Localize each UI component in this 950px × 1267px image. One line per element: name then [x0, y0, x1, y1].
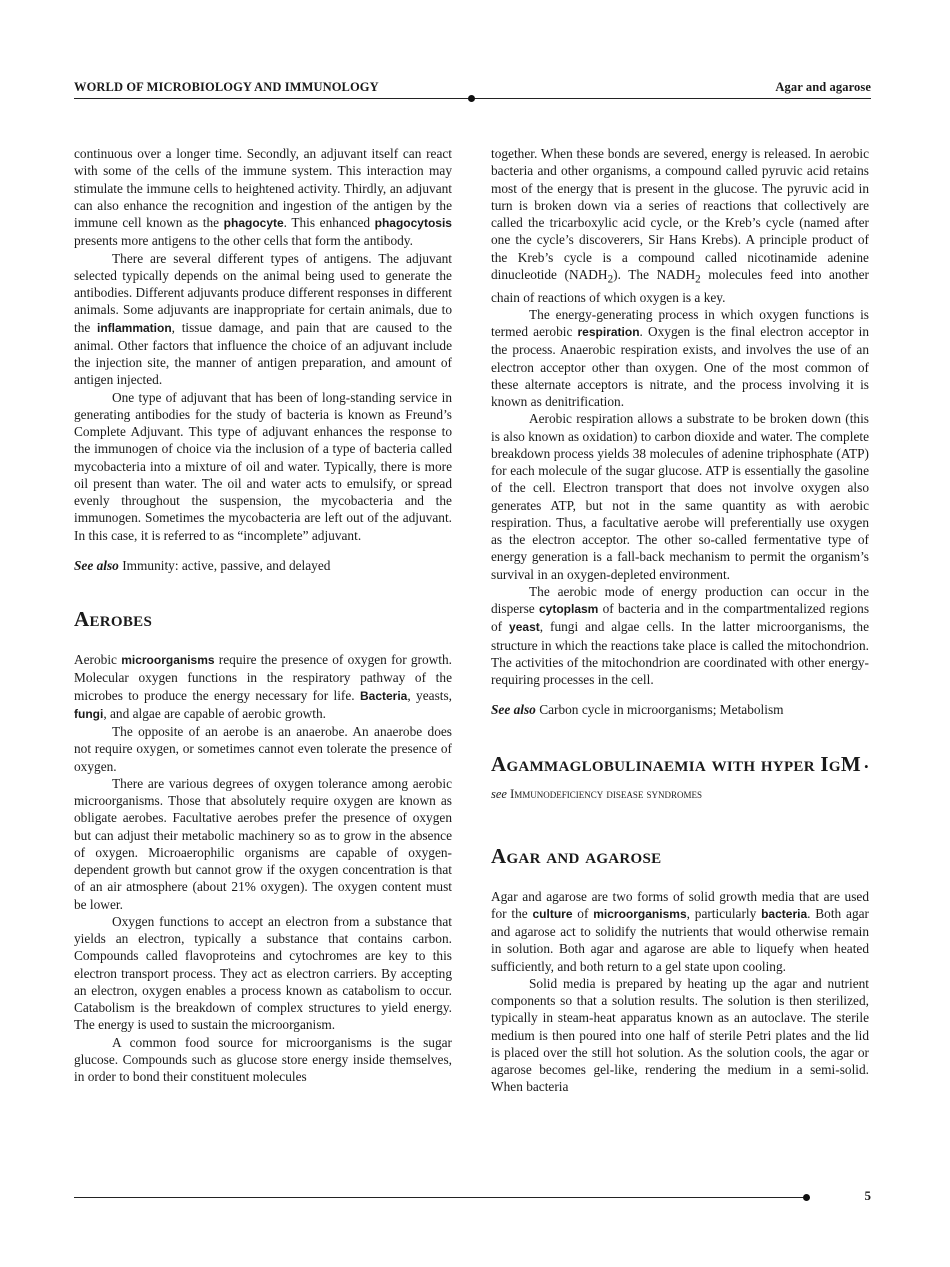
paragraph-antigen-types: There are several different types of antigens. The adjuvant selected typically depends on the animal being used to generate the antibodies. Different adjuvants produce different responses in different animals. Some adjuvants are inappropriate for certain animals, due to the inflammation, tissue damage, and pain that are caused to the animal. Other factors that influence the choice of an adjuvant include the injection site, the manner of antigen preparation, and amount of antigen injected. [74, 250, 452, 388]
paragraph-solid-media: Solid media is prepared by heating up the agar and nutrient components so that a solution results. The solution is then sterilized, typically in steam-heat apparatus known as an autoclave. The sterile medium is then poured into one half of sterile Petri plates and the lid is placed over the still hot solution. As the solution cools, the agar or agarose becomes gel-like, rendering the medium in a semi-solid. When bacteria [491, 975, 869, 1095]
paragraph-oxygen-tolerance: There are various degrees of oxygen tolerance among aerobic microorganisms. Those that absolutely require oxygen are known as obligate aerobes. Facultative aerobes prefer the presence of oxygen but can adjust their metabolic machinery so as to grow in the absence of oxygen. Microaerophilic organisms are capable of oxygen-dependent growth but cannot grow if the oxygen concentration is that of an air atmosphere (about 21% oxygen). The oxygen content must be lower. [74, 775, 452, 912]
keyword-microorganisms: microorganisms [121, 653, 215, 667]
entry-heading-agammaglobulinaemia: Agammaglobulinaemia with hyper IgM • see Immunodeficiency disease syndromes [491, 751, 869, 801]
keyword-phagocytosis: phagocytosis [374, 216, 452, 230]
header-book-title: WORLD OF MICROBIOLOGY AND IMMUNOLOGY [74, 80, 379, 94]
keyword-inflammation: inflammation [97, 320, 172, 335]
page-footer [74, 1188, 871, 1208]
see-also-label: See also [491, 702, 536, 718]
keyword-fungi: fungi [74, 706, 104, 721]
keyword-culture: culture [532, 906, 573, 921]
paragraph-adjuvant-continued: continuous over a longer time. Secondly, an adjuvant itself can react with some of the cells of the immune system. This interaction may stimulate the immune cells to heightened activity. Thirdly, an adjuvant can also enhance the recognition and ingestion of the antigen by the immune cell known as the phagocyte. This enhanced phagocytosis presents more antigens to the other cells that form the antibody. [74, 146, 452, 249]
page-number: 5 [864, 1188, 871, 1203]
see-also-immunity: See also Immunity: active, passive, and delayed [74, 557, 331, 573]
paragraph-agar-definition: Agar and agarose are two forms of solid growth media that are used for the culture of microorganisms, particularly bacteria. Both agar and agarose act to solidify the nutrients that would otherwise remain in solution. Both agar and agarose are able to liquefy when heated sufficiently, and both return to a gel state upon cooling. [491, 888, 869, 974]
entry-heading-agar: Agar and agarose [491, 843, 662, 868]
paragraph-aerobic-microorganisms: Aerobic microorganisms require the presence of oxygen for growth. Molecular oxygen functions in the respiratory pathway of the microbes to produce the energy necessary for life. Bacteria, yeasts, fungi, and algae are capable of aerobic growth. [74, 652, 453, 721]
paragraph-atp-yield: Aerobic respiration allows a substrate to be broken down (this is also known as oxidation) to carbon dioxide and water. The complete breakdown process yields 38 molecules of adenine triphosphate (ATP) for each molecule of the sugar glucose. ATP is essentially the gasoline of the cell. Electron transport that does not involve oxygen also generates ATP, but not in the same quantity as with aerobic respiration. Thus, a facultative aerobe will preferentially use oxygen as the electron acceptor. The other so-called fermentative type of energy generation is a fall-back mechanism to permit the organism’s survival in an oxygen-depleted environment. [491, 411, 869, 582]
paragraph-mitochondrion: The aerobic mode of energy production can occur in the disperse cytoplasm of bacteria and in the compartmentalized regions of yeast, fungi and algae cells. In the latter microorganisms, the structure in which the reactions take place is called the mitochondrion. The activities of the mitochondrion are coordinated with other energy-requiring processes in the cell. [491, 583, 870, 688]
header-section-title: Agar and agarose [775, 80, 871, 94]
entry-heading-aerobes: Aerobes [74, 607, 153, 631]
running-header [74, 80, 871, 100]
keyword-phagocyte: phagocyte [223, 216, 284, 230]
keyword-bacteria: Bacteria [359, 688, 408, 703]
footer-rule [74, 1197, 806, 1198]
see-also-carbon-cycle: See also Carbon cycle in microorganisms; Metabolism [491, 702, 784, 718]
keyword-microorganisms: microorganisms [593, 906, 687, 921]
see-also-label: See also [74, 557, 119, 573]
paragraph-electron-transport: Oxygen functions to accept an electron from a substance that yields an electron, typically a substance that contains carbon. Compounds called flavoproteins and cytochromes are key to this electron transport process. They act as electron carriers. By accepting an electron, oxygen enables a process known as catabolism to occur. Catabolism is the breakdown of complex structures to yield energy. The energy is used to sustain the microorganism. [74, 913, 452, 1033]
left-column [74, 145, 452, 1085]
paragraph-aerobic-respiration: The energy-generating process in which oxygen functions is termed aerobic respiration. Oxygen is the final electron acceptor in the process. Anaerobic respiration exists, and involves the use of an electron acceptor other than oxygen. One of the most common of these alternate acceptors is nitrate, and the process involving it is known as denitrification. [491, 306, 870, 410]
paragraph-freunds-adjuvant: One type of adjuvant that has been of long-standing service in generating antibodies for the study of bacteria is known as Freund’s Complete Adjuvant. This type of adjuvant enhances the response to the immunogen of choice via the inclusion of a type of bacteria called mycobacteria into a mixture of oil and water. Typically, there is more oil present than water. The oil and water acts to emulsify, or spread evenly throughout the suspension, the mycobacteria and the immunogen. Sometimes the mycobacteria are left out of the adjuvant. In this case, it is referred to as “incomplete” adjuvant. [74, 389, 452, 543]
paragraph-glucose: A common food source for microorganisms is the sugar glucose. Compounds such as glucose store energy inside themselves, in order to bond their constituent molecules [74, 1034, 452, 1084]
keyword-yeast: yeast [509, 620, 540, 635]
paragraph-krebs-cycle: together. When these bonds are severed, energy is released. In aerobic bacteria and other organisms, a compound called pyruvic acid retains most of the energy that is present in the glucose. The pyruvic acid in turn is broken down via a series of reactions that collectively are called the tricarboxylic acid cycle, or the Kreb’s cycle (named after one the cycle’s discoverers, Sir Hans Krebs). A principle product of the Kreb’s cycle is a compound called nicotinamide adenine dinucleotide $(NADH_2)$. The $NADH_2$ molecules feed into another chain of reactions of which oxygen is a key. [491, 146, 869, 305]
header-rule-dot [468, 95, 475, 102]
keyword-cytoplasm: cytoplasm [539, 602, 599, 617]
paragraph-anaerobe: The opposite of an aerobe is an anaerobe. An anaerobe does not require oxygen, or sometimes cannot even tolerate the presence of oxygen. [74, 724, 452, 774]
keyword-respiration: respiration [577, 325, 640, 340]
right-column [491, 145, 869, 1096]
keyword-bacteria: bacteria [761, 906, 808, 921]
cross-reference: • see Immunodeficiency disease syndromes [491, 759, 869, 801]
footer-rule-dot [803, 1194, 810, 1201]
